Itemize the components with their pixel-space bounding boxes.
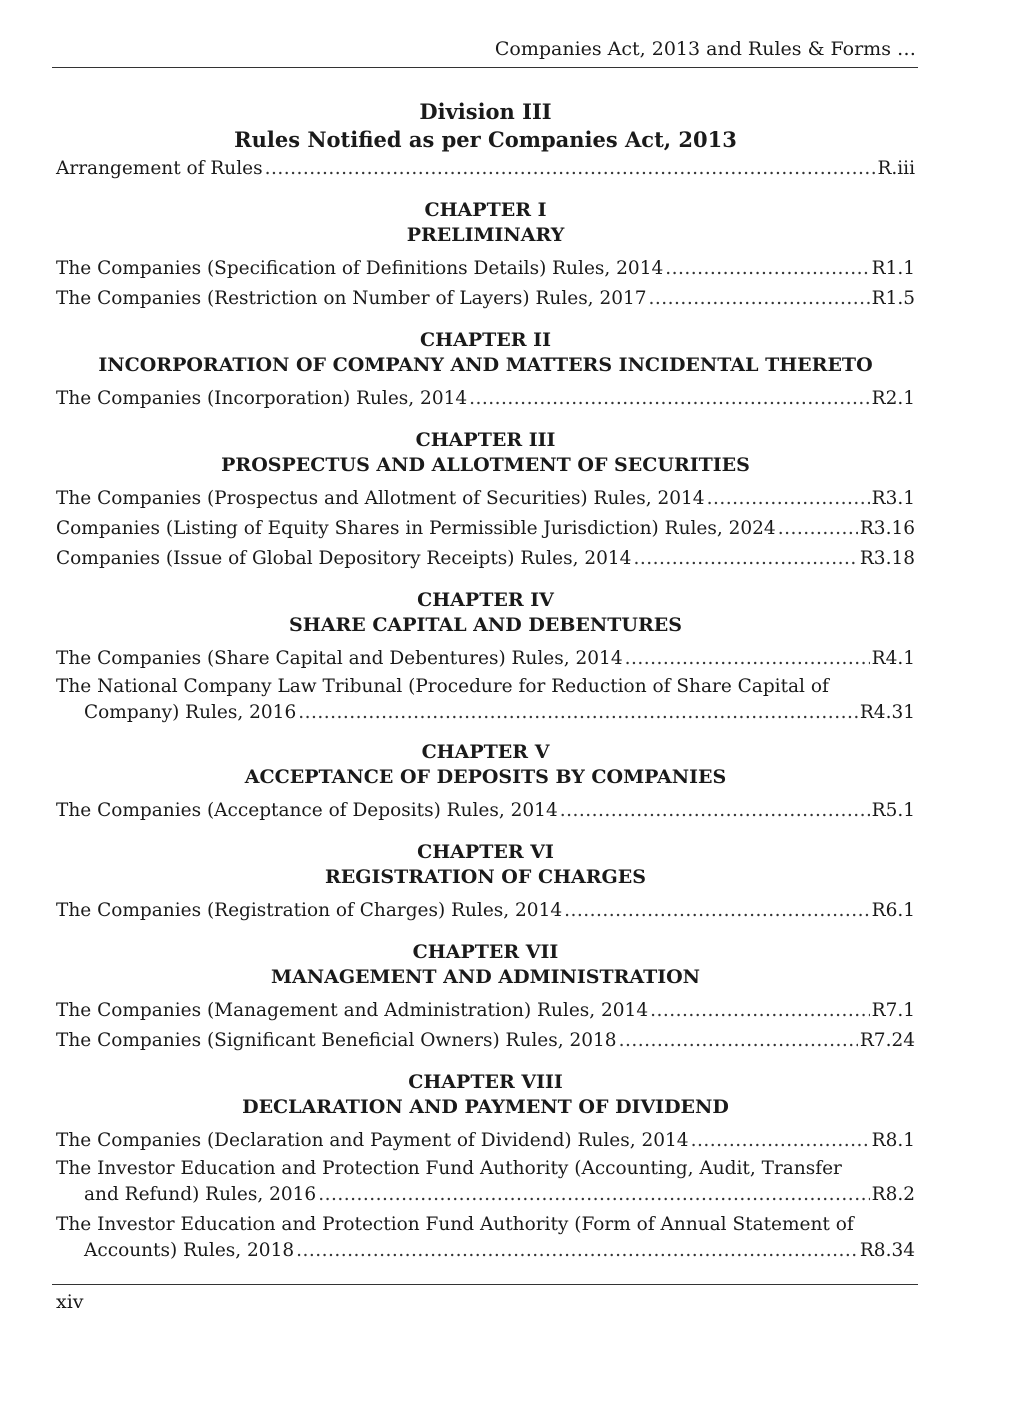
leader-dots xyxy=(691,1126,870,1156)
leader-dots xyxy=(649,284,870,314)
toc-entry-title: Accounts) Rules, 2018 xyxy=(84,1240,295,1261)
toc-entry-title: The Companies (Restriction on Number of Layers) Rules, 2017 xyxy=(56,288,647,309)
toc-entry-page: R7.24 xyxy=(859,1030,915,1051)
toc-entry-multiline[interactable] xyxy=(56,674,915,726)
toc-entry-title: The Companies (Acceptance of Deposits) Rules, 2014 xyxy=(56,800,558,821)
chapter-name: PRELIMINARY xyxy=(406,224,565,246)
toc-entry-title: The Companies (Registration of Charges) Rules, 2014 xyxy=(56,900,563,921)
chapter-name: DECLARATION AND PAYMENT OF DIVIDEND xyxy=(242,1096,729,1118)
toc-entry-page: R4.31 xyxy=(859,702,915,723)
toc-entry-page: R1.1 xyxy=(871,258,915,279)
toc-entry-page: R2.1 xyxy=(871,388,915,409)
leader-dots xyxy=(707,484,870,514)
running-title: Companies Act, 2013 and Rules & Forms … xyxy=(494,38,916,60)
leader-dots xyxy=(560,796,870,826)
leader-dots xyxy=(633,544,857,574)
toc-entry[interactable] xyxy=(56,700,915,726)
toc-entry[interactable] xyxy=(56,796,915,826)
page-footer xyxy=(52,1284,918,1313)
chapter-name: INCORPORATION OF COMPANY AND MATTERS INCIDENTAL THERETO xyxy=(98,354,873,376)
chapter-number: CHAPTER VIII xyxy=(408,1071,563,1093)
toc-entry-page: R3.18 xyxy=(859,548,915,569)
chapter-number: CHAPTER IV xyxy=(417,589,554,611)
leader-dots xyxy=(619,1026,858,1056)
leader-dots xyxy=(778,514,858,544)
division-title: Division III xyxy=(419,99,552,124)
toc-entry-page: R8.1 xyxy=(871,1130,915,1151)
toc-entry[interactable] xyxy=(56,254,915,284)
chapter-name: REGISTRATION OF CHARGES xyxy=(325,866,646,888)
table-of-contents xyxy=(56,98,915,1268)
running-header xyxy=(52,38,918,68)
toc-entry[interactable] xyxy=(56,644,915,674)
chapter-number: CHAPTER VII xyxy=(412,941,559,963)
leader-dots xyxy=(298,700,858,726)
leader-dots xyxy=(265,154,876,184)
toc-entry-title: The Companies (Significant Beneficial Owners) Rules, 2018 xyxy=(56,1030,617,1051)
toc-entry-page: R6.1 xyxy=(871,900,915,921)
chapter-name: PROSPECTUS AND ALLOTMENT OF SECURITIES xyxy=(221,454,750,476)
leader-dots xyxy=(318,1182,869,1208)
toc-entry-title-line1: The Investor Education and Protection Fund Authority (Form of Annual Statement of xyxy=(56,1214,854,1235)
leader-dots xyxy=(469,384,870,414)
toc-entry[interactable] xyxy=(56,514,915,544)
leader-dots xyxy=(650,996,870,1026)
toc-entry-page: R8.34 xyxy=(859,1240,915,1261)
toc-entry[interactable] xyxy=(56,544,915,574)
division-subtitle: Rules Notified as per Companies Act, 2013 xyxy=(234,127,737,152)
toc-entry[interactable] xyxy=(56,1026,915,1056)
page-number: xiv xyxy=(56,1291,84,1313)
leader-dots xyxy=(296,1238,858,1264)
chapter-number: CHAPTER VI xyxy=(417,841,554,863)
toc-entry[interactable] xyxy=(56,1182,915,1208)
toc-entry-title: Companies (Listing of Equity Shares in Permissible Jurisdiction) Rules, 2024 xyxy=(56,518,776,539)
toc-entry-title-line1: The Investor Education and Protection Fund Authority (Accounting, Audit, Transfer xyxy=(56,1158,842,1179)
toc-entry-page: R.iii xyxy=(877,158,915,179)
toc-entry-title: The Companies (Specification of Definitions Details) Rules, 2014 xyxy=(56,258,664,279)
leader-dots xyxy=(625,644,870,674)
toc-entry-title: The Companies (Declaration and Payment of Dividend) Rules, 2014 xyxy=(56,1130,689,1151)
toc-entry[interactable] xyxy=(56,896,915,926)
chapter-number: CHAPTER V xyxy=(421,741,550,763)
toc-entry-page: R3.16 xyxy=(859,518,915,539)
chapter-name: ACCEPTANCE OF DEPOSITS BY COMPANIES xyxy=(244,766,727,788)
toc-entry-multiline[interactable] xyxy=(56,1156,915,1208)
toc-entry-page: R7.1 xyxy=(871,1000,915,1021)
chapter-list xyxy=(56,198,915,1264)
toc-entry[interactable] xyxy=(56,1238,915,1264)
chapter-name: MANAGEMENT AND ADMINISTRATION xyxy=(270,966,701,988)
toc-entry[interactable] xyxy=(56,1126,915,1156)
toc-entry-title: Arrangement of Rules xyxy=(56,158,263,179)
toc-entry-page: R8.2 xyxy=(871,1184,915,1205)
toc-entry-page: R3.1 xyxy=(871,488,915,509)
toc-entry-multiline[interactable] xyxy=(56,1212,915,1264)
toc-entry-title: and Refund) Rules, 2016 xyxy=(84,1184,317,1205)
chapter-name: SHARE CAPITAL AND DEBENTURES xyxy=(289,614,682,636)
chapter-number: CHAPTER III xyxy=(415,429,556,451)
toc-entry-title: The Companies (Prospectus and Allotment of Securities) Rules, 2014 xyxy=(56,488,705,509)
toc-entry-title: Company) Rules, 2016 xyxy=(84,702,297,723)
toc-entry[interactable] xyxy=(56,284,915,314)
leader-dots xyxy=(665,254,869,284)
leader-dots xyxy=(564,896,870,926)
toc-entry-title: Companies (Issue of Global Depository Receipts) Rules, 2014 xyxy=(56,548,632,569)
toc-entry-title: The Companies (Management and Administration) Rules, 2014 xyxy=(56,1000,649,1021)
toc-entry-title: The Companies (Incorporation) Rules, 2014 xyxy=(56,388,468,409)
chapter-number: CHAPTER I xyxy=(424,199,547,221)
toc-entry-title: The Companies (Share Capital and Debentures) Rules, 2014 xyxy=(56,648,623,669)
toc-entry-page: R1.5 xyxy=(871,288,915,309)
toc-entry[interactable] xyxy=(56,384,915,414)
toc-entry[interactable] xyxy=(56,484,915,514)
toc-entry-title-line1: The National Company Law Tribunal (Procedure for Reduction of Share Capital of xyxy=(56,676,829,697)
toc-entry[interactable] xyxy=(56,996,915,1026)
chapter-number: CHAPTER II xyxy=(420,329,551,351)
toc-entry-arrangement[interactable] xyxy=(56,154,915,184)
toc-entry-page: R5.1 xyxy=(871,800,915,821)
toc-entry-page: R4.1 xyxy=(871,648,915,669)
